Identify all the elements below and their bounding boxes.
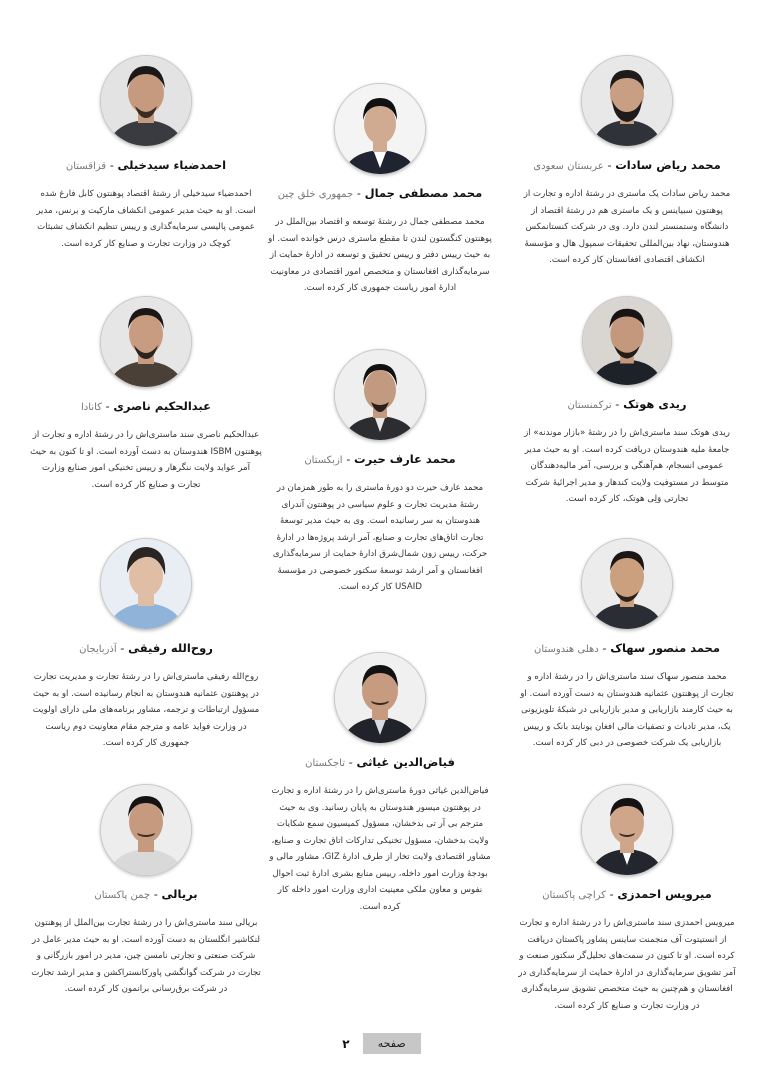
page-number: ۲ bbox=[342, 1036, 350, 1051]
person-name: روح‌الله رفیقی bbox=[128, 641, 213, 655]
person-name: فیاض‌الدین غیاثی bbox=[356, 755, 455, 769]
avatar bbox=[581, 55, 673, 147]
person-bio: محمد عارف حیرت دو دورهٔ ماستری را به طور همزمان در رشتهٔ مدیریت تجارت و علوم سیاسی در پوهنتون آندرای هندوستان به سر رسانیده است. وی به حیث مدیر توسعهٔ تجارت اتاق‌های تجارت و صنایع، آمر ارشد پروژه‌ها در ادارهٔ حرکت، رییس زون شمال‌شرق ادارهٔ حمایت از سرمایه‌گذاری افغانستان و آمر ارشد توسعهٔ سکتور خصوصی در مؤسسهٔ USAID کار کرده است. bbox=[272, 483, 488, 592]
profile-card: محمد مصطفی جمال - جمهوری خلق چین محمد مصطفی جمال در رشتهٔ توسعه و اقتصاد بین‌الملل در پوهنتون کنگستون لندن تا مقطع ماستری درس خوانده است. او به حیث رییس دفتر و رییس تحقیق و توسعه در ادارهٔ حمایت از سرمایه‌گذاری افغانستان و متخصص امور اقتصادی در معاونیت ادارهٔ امور ریاست جمهوری کار کرده است. bbox=[268, 83, 492, 297]
person-photo-icon bbox=[101, 539, 191, 629]
person-photo-icon bbox=[335, 350, 425, 440]
avatar bbox=[100, 296, 192, 388]
person-location: ترکمنستان bbox=[567, 400, 612, 411]
person-location: کراچی پاکستان bbox=[542, 890, 606, 901]
avatar bbox=[334, 83, 426, 175]
person-location: دهلی هندوستان bbox=[534, 644, 599, 655]
person-photo-icon bbox=[583, 297, 671, 385]
avatar bbox=[581, 538, 673, 630]
profile-card: میرویس احمدزی - کراچی پاکستان میرویس احمدزی سند ماستری‌اش را در رشتهٔ اداره و تجارت از انستیتوت آف منجمنت ساینس پشاور پاکستان دریافت کرده است. او تا کنون در سمت‌های تحلیل‌گر سکتور صنعت و آمر تشویق سرمایه‌گذاری در ادارهٔ حمایت از سرمایه‌گذاری در افغانستان و هم‌چنین به حیث متخصص تشویق سرمایه‌گذاری در وزارت تجارت و صنایع کار کرده است. bbox=[518, 784, 736, 1014]
profile-card: احمدضیاء سیدخیلی - قزاقستان احمدضیاء سیدخیلی از رشتهٔ اقتصاد پوهنتون کابل فارغ شده است. او به حیث مدیر عمومی انکشاف مارکیت و برنس، مدیر عمومی پالیسی سرمایه‌گذاری و رییس تنظیم انکشاف تشبثات کوچک در وزارت تجارت و صنایع کار کرده است. bbox=[30, 55, 262, 252]
person-location: عربستان سعودی bbox=[533, 161, 604, 172]
person-name: عبدالحکیم ناصری bbox=[113, 399, 211, 413]
person-location: آذربایجان bbox=[79, 644, 117, 655]
person-location: کانادا bbox=[81, 402, 102, 413]
person-bio: فیاض‌الدین غیاثی دورهٔ ماستری‌اش را در رشتهٔ اداره و تجارت در پوهنتون میسور هندوستان به پایان رسانید. وی به حیث مترجم بی آر تی بدخشان، مسؤول کمیسیون سمع شکایات ولایت بدخشان، مسؤول تخنیکی تدارکات اتاق تجارت و صنایع، مشاور اقتصادی ولایت تخار از طرف ادارهٔ GIZ، مشاور مالی و بودجهٔ وزارت امور داخله، رییس منابع بشری ادارهٔ ثبت احوال نفوس و معاون ملکی معینیت اداری وزارت امور داخله کار کرده است. bbox=[269, 786, 491, 912]
person-name: محمد منصور سهاک bbox=[610, 641, 720, 655]
person-name: محمد عارف حیرت bbox=[354, 452, 456, 466]
person-photo-icon bbox=[101, 785, 191, 875]
person-bio: محمد مصطفی جمال در رشتهٔ توسعه و اقتصاد بین‌الملل در پوهنتون کنگستون لندن تا مقطع ماستری درس خوانده است. او به حیث رییس دفتر و رییس تحقیق و توسعه در ادارهٔ حمایت از سرمایه‌گذاری افغانستان و متخصص امور اقتصادی در معاونیت ادارهٔ امور ریاست جمهوری کار کرده است. bbox=[268, 217, 492, 293]
person-name: ریدی هوتک bbox=[623, 397, 687, 411]
person-name: محمد ریاض سادات bbox=[615, 158, 721, 172]
profile-card: فیاض‌الدین غیاثی - تاجکستان فیاض‌الدین غیاثی دورهٔ ماستری‌اش را در رشتهٔ اداره و تجارت در پوهنتون میسور هندوستان به پایان رسانید. وی به حیث مترجم بی آر تی بدخشان، مسؤول کمیسیون سمع شکایات ولایت بدخشان، مسؤول تخنیکی تدارکات اتاق تجارت و صنایع، مشاور اقتصادی ولایت تخار از طرف ادارهٔ GIZ، مشاور مالی و بودجهٔ وزارت امور داخله، رییس منابع بشری ادارهٔ ثبت احوال نفوس و معاون ملکی معینیت اداری وزارت امور داخله کار کرده است. bbox=[268, 652, 492, 915]
avatar bbox=[100, 55, 192, 147]
person-bio: میرویس احمدزی سند ماستری‌اش را در رشتهٔ اداره و تجارت از انستیتوت آف منجمنت ساینس پشاور پاکستان دریافت کرده است. او تا کنون در سمت‌های تحلیل‌گر سکتور صنعت و آمر تشویق سرمایه‌گذاری در ادارهٔ حمایت از سرمایه‌گذاری در افغانستان و هم‌چنین به حیث متخصص تشویق سرمایه‌گذاری در وزارت تجارت و صنایع کار کرده است. bbox=[518, 918, 736, 1011]
person-name: احمدضیاء سیدخیلی bbox=[117, 158, 227, 172]
page-footer bbox=[0, 1033, 763, 1054]
person-location: جمهوری خلق چین bbox=[277, 189, 354, 200]
page-label: صفحه bbox=[363, 1033, 421, 1054]
profile-card: روح‌الله رفیقی - آذربایجان روح‌الله رفیقی ماستری‌اش را در رشتهٔ تجارت و مدیریت تجارت در پوهنتون عثمانیه هندوستان به انجام رسانیده است. او به حیث مسؤول ارتباطات و ترجمه، مشاور برنامه‌های ملی دارای اولویت در وزارت فواید عامه و مترجم مقام معاونیت دوم ریاست جمهوری کار کرده است. bbox=[30, 538, 262, 752]
person-location: قزاقستان bbox=[65, 161, 107, 172]
profile-card: ریدی هوتک - ترکمنستان ریدی هوتک سند ماستری‌اش را در رشتهٔ «بازار موندنه» از جامعهٔ ملیه هندوستان دریافت کرده است. او به حیث مدیر عمومی انسجام، هم‌آهنگی و بررسی، آمر مالیه‌دهندگان متوسط در مستوفیت ولایت کندهار و مدیر اجرائیهٔ شرکت تجارتی وَلِی هوتک، کار کرده است. bbox=[518, 296, 736, 508]
person-photo-icon bbox=[582, 539, 672, 629]
person-location: چمن پاکستان bbox=[94, 890, 151, 901]
person-location: ازبکستان bbox=[304, 455, 343, 466]
person-name: بریالی bbox=[161, 887, 198, 901]
person-bio: احمدضیاء سیدخیلی از رشتهٔ اقتصاد پوهنتون کابل فارغ شده است. او به حیث مدیر عمومی انکشاف مارکیت و برنس، مدیر عمومی پالیسی سرمایه‌گذاری و رییس تنظیم انکشاف تشبثات کوچک در وزارت تجارت و صنایع کار کرده است. bbox=[36, 189, 256, 249]
avatar bbox=[334, 349, 426, 441]
person-photo-icon bbox=[582, 56, 672, 146]
profile-card: بریالی - چمن پاکستان بریالی سند ماستری‌اش را در رشتهٔ تجارت بین‌الملل از پوهنتون لنکاشیر انگلستان به دست آورده است. او به حیث مدیر عامل در شرکت صنعتی و تجارتی نامسن چین، مدیر در امور بازرگانی و تجارت در شرکت گوانگشی پاورکانستراکشن و مدیر ارشد تجارت در شرکت برق‌رسانی برانمون کار کرده است. bbox=[30, 784, 262, 998]
person-bio: بریالی سند ماستری‌اش را در رشتهٔ تجارت بین‌الملل از پوهنتون لنکاشیر انگلستان به دست آورده است. او به حیث مدیر عامل در شرکت صنعتی و تجارتی نامسن چین، مدیر در امور بازرگانی و تجارت در شرکت گوانگشی پاورکانستراکشن و مدیر ارشد تجارت در شرکت برق‌رسانی برانمون کار کرده است. bbox=[31, 918, 261, 994]
person-bio: روح‌الله رفیقی ماستری‌اش را در رشتهٔ تجارت و مدیریت تجارت در پوهنتون عثمانیه هندوستان به انجام رسانیده است. او به حیث مسؤول ارتباطات و ترجمه، مشاور برنامه‌های ملی دارای اولویت در وزارت فواید عامه و مترجم مقام معاونیت دوم ریاست جمهوری کار کرده است. bbox=[32, 672, 260, 748]
avatar bbox=[100, 538, 192, 630]
avatar bbox=[581, 784, 673, 876]
avatar bbox=[100, 784, 192, 876]
person-bio: محمد ریاض سادات یک ماستری در رشتهٔ اداره و تجارت از پوهنتون سبیاینس و یک ماستری هم در رشتهٔ اقتصاد از دانشگاه وستمنستر لندن دارد. وی در شرکت کنستانمکس هندوستان، نهاد بین‌المللی تحقیقات سمپول هال و مؤسسهٔ انکشاف اقتصادی افغانستان کار کرده است. bbox=[523, 189, 731, 265]
person-photo-icon bbox=[101, 297, 191, 387]
profile-card: محمد ریاض سادات - عربستان سعودی محمد ریاض سادات یک ماستری در رشتهٔ اداره و تجارت از پوهنتون سبیاینس و یک ماستری هم در رشتهٔ اقتصاد از دانشگاه وستمنستر لندن دارد. وی در شرکت کنستانمکس هندوستان، نهاد بین‌المللی تحقیقات سمپول هال و مؤسسهٔ انکشاف اقتصادی افغانستان کار کرده است. bbox=[518, 55, 736, 269]
profile-card: محمد عارف حیرت - ازبکستان محمد عارف حیرت دو دورهٔ ماستری را به طور همزمان در رشتهٔ مدیریت تجارت و علوم سیاسی در پوهنتون آندرای هندوستان به سر رسانیده است. وی به حیث مدیر توسعهٔ تجارت اتاق‌های تجارت و صنایع، آمر ارشد پروژه‌ها در ادارهٔ حرکت، رییس زون شمال‌شرق ادارهٔ حمایت از سرمایه‌گذاری افغانستان و آمر ارشد توسعهٔ سکتور خصوصی در مؤسسهٔ USAID کار کرده است. bbox=[268, 349, 492, 596]
person-photo-icon bbox=[335, 84, 425, 174]
person-location: تاجکستان bbox=[305, 758, 345, 769]
profile-card: محمد منصور سهاک - دهلی هندوستان محمد منصور سهاک سند ماستری‌اش را در رشتهٔ اداره و تجارت از پوهنتون عثمانیه هندوستان به دست آورده است. او به حیث کارمند بازاریابی و مدیر بازاریابی در شبکهٔ تلویزیونی یک، مدیر تادیات و تصفیات مالی افغان یونایتد بانک و رییس بازاریابی یک شرکت خصوصی در دبی کار کرده است. bbox=[518, 538, 736, 752]
person-photo-icon bbox=[582, 785, 672, 875]
person-photo-icon bbox=[101, 56, 191, 146]
avatar bbox=[334, 652, 426, 744]
person-photo-icon bbox=[335, 653, 425, 743]
person-name: میرویس احمدزی bbox=[617, 887, 712, 901]
person-bio: عبدالحکیم ناصری سند ماستری‌اش را در رشتهٔ اداره و تجارت از پوهنتون ISBM هندوستان به دست آورده است. او تا کنون به حیث آمر عواید ولایت ننگرهار و رییس تخنیکی امور صنایع وزارت تجارت و صنایع کار کرده است. bbox=[30, 430, 262, 490]
profile-card: عبدالحکیم ناصری - کانادا عبدالحکیم ناصری سند ماستری‌اش را در رشتهٔ اداره و تجارت از پوهنتون ISBM هندوستان به دست آورده است. او تا کنون به حیث آمر عواید ولایت ننگرهار و رییس تخنیکی امور صنایع وزارت تجارت و صنایع کار کرده است. bbox=[30, 296, 262, 493]
person-bio: ریدی هوتک سند ماستری‌اش را در رشتهٔ «بازار موندنه» از جامعهٔ ملیه هندوستان دریافت کرده است. او به حیث مدیر عمومی انسجام، هم‌آهنگی و بررسی، آمر مالیه‌دهندگان متوسط در مستوفیت ولایت کندهار و مدیر اجرائیهٔ شرکت تجارتی وَلِی هوتک، کار کرده است. bbox=[524, 428, 730, 504]
person-bio: محمد منصور سهاک سند ماستری‌اش را در رشتهٔ اداره و تجارت از پوهنتون عثمانیه هندوستان به دست آورده است. او به حیث کارمند بازاریابی و مدیر بازاریابی در شبکهٔ تلویزیونی یک، مدیر تادیات و تصفیات مالی افغان یونایتد بانک و رییس بازاریابی یک شرکت خصوصی در دبی کار کرده است. bbox=[520, 672, 734, 748]
person-name: محمد مصطفی جمال bbox=[364, 186, 483, 200]
avatar bbox=[582, 296, 672, 386]
